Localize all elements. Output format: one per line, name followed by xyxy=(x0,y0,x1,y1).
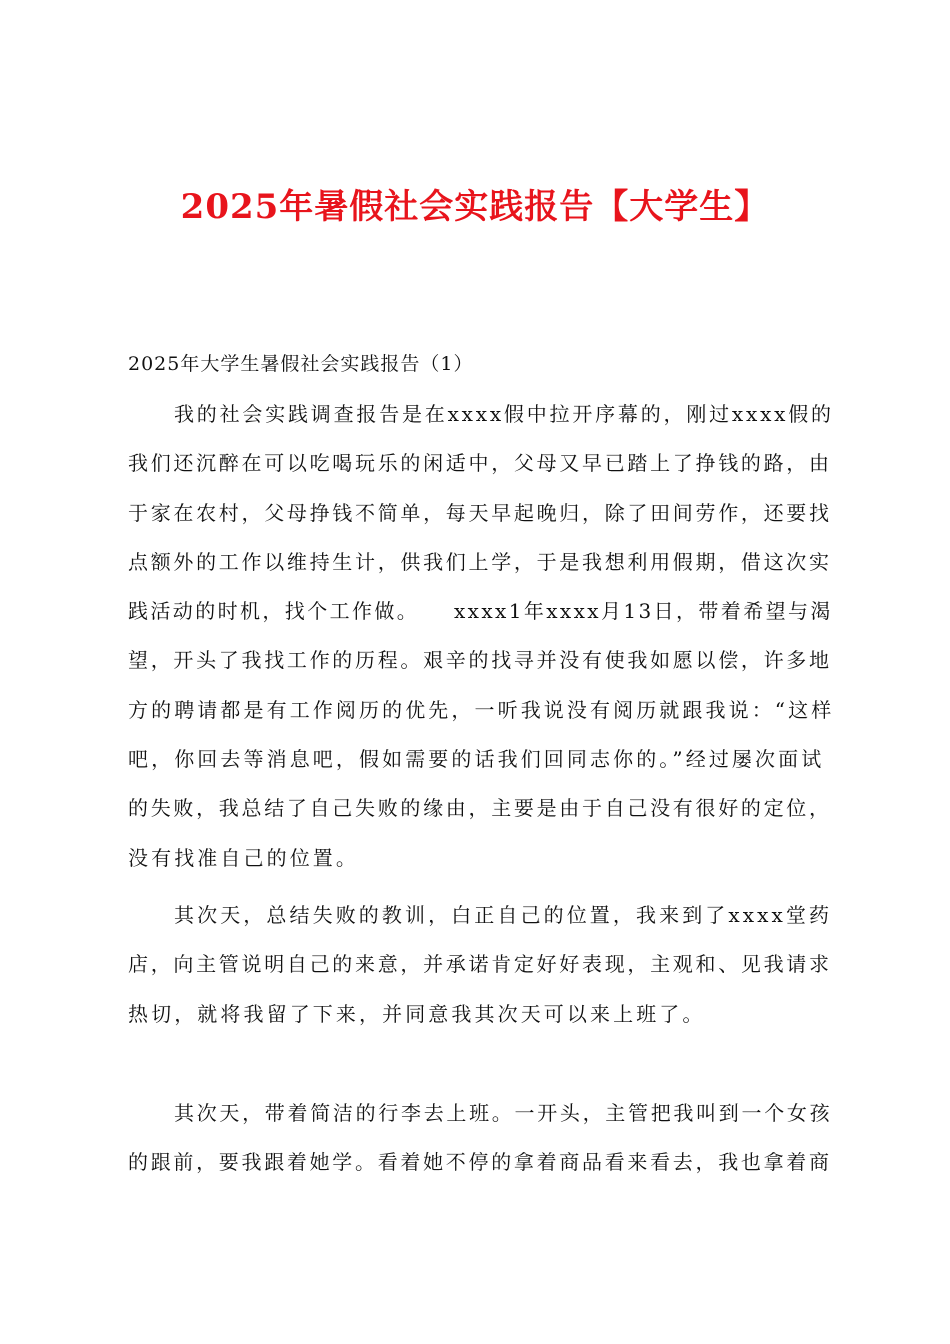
document-title: 2025年暑假社会实践报告【大学生】 xyxy=(180,187,770,227)
paragraph-line: 吧，你回去等消息吧，假如需要的话我们回同志你的。”经过屡次面试 xyxy=(128,747,825,772)
paragraph-3 xyxy=(128,1089,833,1188)
paragraph-line: 的失败，我总结了自己失败的缘由，主要是由于自己没有很好的定位， xyxy=(128,796,832,821)
paragraph-line: 热切，就将我留了下来，并同意我其次天可以来上班了。 xyxy=(128,1001,706,1026)
paragraph-line: 践活动的时机，找个工作做。 xxxx1年xxxx月13日，带着希望与渴 xyxy=(128,599,833,624)
paragraph-line: 于家在农村，父母挣钱不简单，每天早起晚归，除了田间劳作，还要找 xyxy=(128,500,832,525)
paragraph-line: 的跟前，要我跟着她学。看着她不停的拿着商品看来看去，我也拿着商 xyxy=(128,1150,832,1175)
paragraph-2 xyxy=(128,891,833,1039)
paragraph-line: 方的聘请都是有工作阅历的优先，一听我说没有阅历就跟我说：“这样 xyxy=(128,697,835,722)
paragraph-line: 其次天，带着简洁的行李去上班。一开头，主管把我叫到一个女孩 xyxy=(174,1101,833,1125)
paragraph-line: 其次天，总结失败的教训，白正自己的位置，我来到了xxxx堂药 xyxy=(174,903,833,927)
paragraph-line: 我们还沉醉在可以吃喝玩乐的闲适中，父母又早已踏上了挣钱的路，由 xyxy=(128,451,832,476)
paragraph-1 xyxy=(128,390,833,883)
paragraph-line: 点额外的工作以维持生计，供我们上学，于是我想利用假期，借这次实 xyxy=(128,549,832,574)
paragraph-line: 没有找准自己的位置。 xyxy=(128,845,359,870)
paragraph-line: 店，向主管说明自己的来意，并承诺肯定好好表现，主观和、见我请求 xyxy=(128,952,832,977)
paragraph-line: 望，开头了我找工作的历程。艰辛的找寻并没有使我如愿以偿，许多地 xyxy=(128,648,832,673)
paragraph-line: 我的社会实践调查报告是在xxxx假中拉开序幕的，刚过xxxx假的 xyxy=(174,402,834,426)
section-heading: 2025年大学生暑假社会实践报告（1） xyxy=(128,353,474,375)
